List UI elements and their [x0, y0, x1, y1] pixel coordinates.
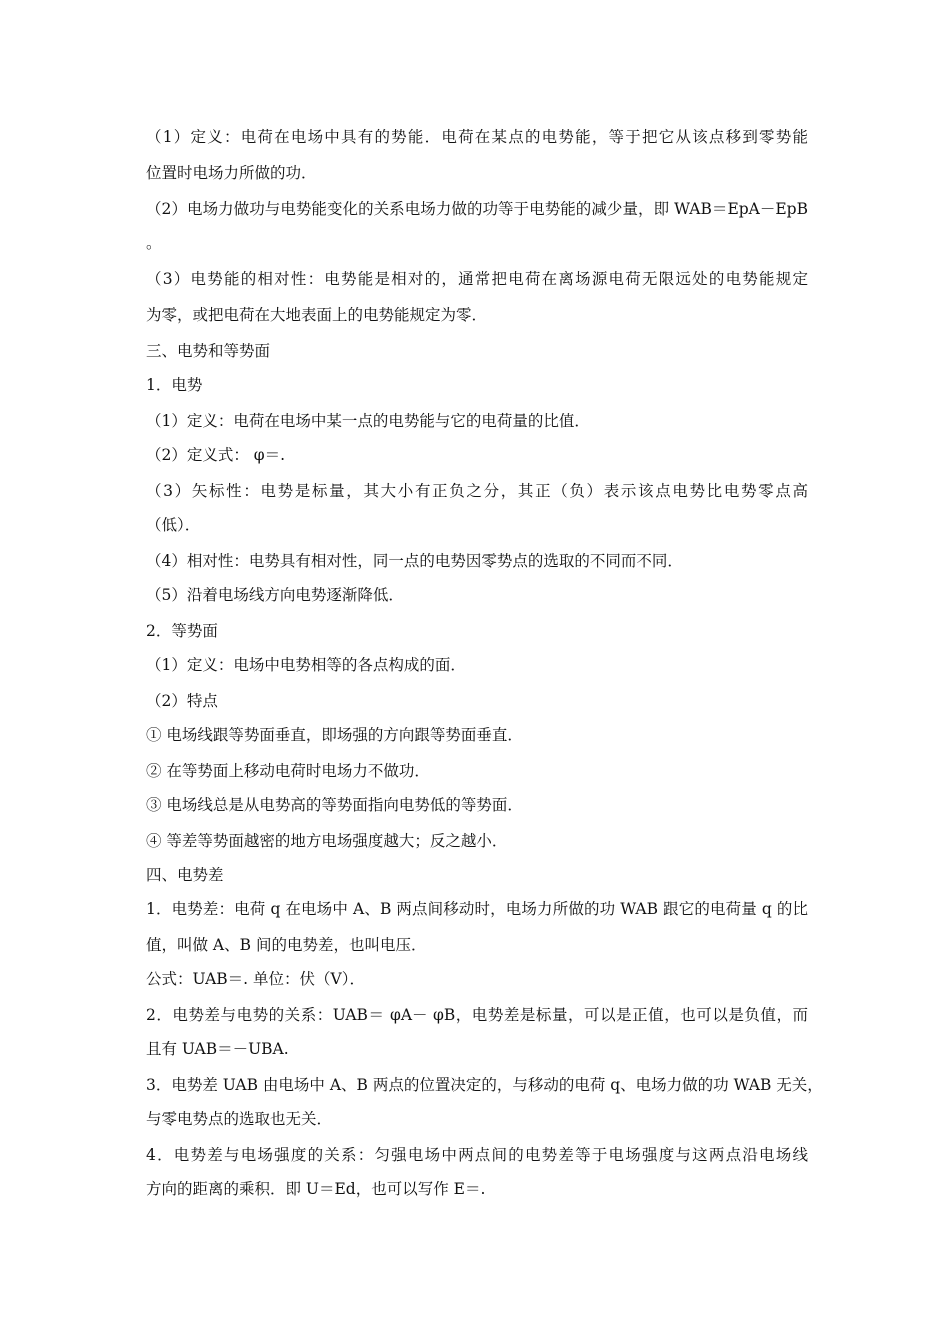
list-item: ② 在等势面上移动电荷时电场力不做功．	[146, 762, 430, 780]
text-line: 。	[146, 234, 162, 252]
text-line: 方向的距离的乘积．即 U＝Ed，也可以写作 E＝.	[146, 1180, 486, 1198]
text-line: （5）沿着电场线方向电势逐渐降低．	[146, 586, 404, 604]
section-heading: 三、电势和等势面	[146, 342, 271, 360]
text-line: （2）电场力做功与电势能变化的关系电场力做的功等于电势能的减少量，即 WAB＝EpA－EpB	[146, 200, 808, 218]
subsection-heading: 2．等势面	[146, 622, 218, 640]
text-line: 位置时电场力所做的功．	[146, 164, 317, 182]
section-heading: 四、电势差	[146, 866, 224, 884]
text-line: 且有 UAB＝－UBA.	[146, 1040, 289, 1058]
text-line: （1）定义：电荷在电场中具有的势能．电荷在某点的电势能，等于把它从该点移到零势能	[146, 128, 808, 146]
text-line: 公式：UAB＝. 单位：伏（V）．	[146, 970, 365, 988]
text-line: （2）特点	[146, 692, 218, 710]
list-item: ① 电场线跟等势面垂直，即场强的方向跟等势面垂直．	[146, 726, 523, 744]
text-line: （1）定义：电场中电势相等的各点构成的面．	[146, 656, 466, 674]
text-line: （3）矢标性：电势是标量，其大小有正负之分，其正（负）表示该点电势比电势零点高	[146, 482, 808, 500]
list-item: ③ 电场线总是从电势高的等势面指向电势低的等势面．	[146, 796, 523, 814]
list-item: ④ 等差等势面越密的地方电场强度越大；反之越小．	[146, 832, 508, 850]
text-line: （1）定义：电荷在电场中某一点的电势能与它的电荷量的比值．	[146, 412, 590, 430]
text-line: （2）定义式： φ＝.	[146, 446, 286, 464]
text-line: 值，叫做 A、B 间的电势差，也叫电压．	[146, 936, 427, 954]
text-line: 3．电势差 UAB 由电场中 A、B 两点的位置决定的，与移动的电荷 q、电场力做的功 WAB 无关，	[146, 1076, 823, 1094]
text-line: （3）电势能的相对性：电势能是相对的，通常把电荷在离场源电荷无限远处的电势能规定	[146, 270, 808, 288]
subsection-heading: 1．电势	[146, 376, 203, 394]
text-line: 为零，或把电荷在大地表面上的电势能规定为零．	[146, 306, 488, 324]
text-line: 与零电势点的选取也无关．	[146, 1110, 333, 1128]
text-line: 4．电势差与电场强度的关系：匀强电场中两点间的电势差等于电场强度与这两点沿电场线	[146, 1146, 808, 1164]
text-line: 2．电势差与电势的关系：UAB＝ φA－ φB，电势差是标量，可以是正值，也可以是负值，而	[146, 1006, 808, 1024]
text-line: （低）．	[146, 516, 201, 534]
text-line: （4）相对性：电势具有相对性，同一点的电势因零势点的选取的不同而不同．	[146, 552, 683, 570]
text-line: 1．电势差：电荷 q 在电场中 A、B 两点间移动时，电场力所做的功 WAB 跟它的电荷量 q 的比	[146, 900, 808, 918]
